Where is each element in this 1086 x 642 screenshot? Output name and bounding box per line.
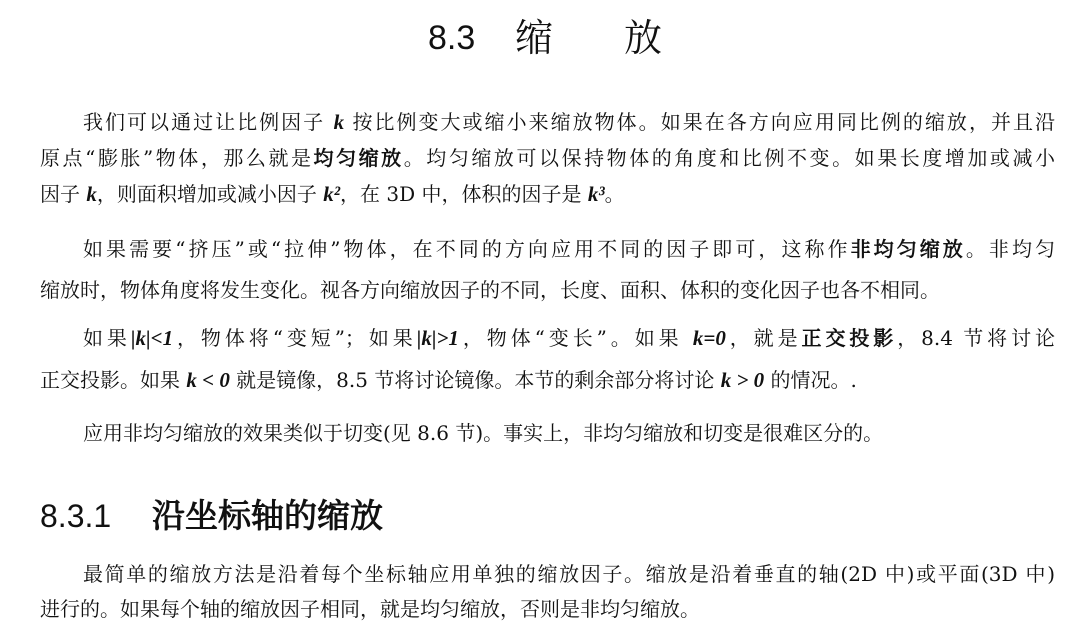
text-run: ，物体“变长”。如果 (458, 326, 693, 350)
text-run: 。 (604, 182, 625, 206)
text-run: 正交投影。如果 (40, 368, 187, 392)
subsection-number: 8.3.1 (40, 498, 112, 534)
math-symbol: k (86, 182, 97, 206)
math-symbol: |k|<1 (130, 326, 174, 350)
text-run: 我们可以通过让比例因子 (83, 110, 334, 134)
math-symbol: k³ (587, 182, 605, 206)
text-line (40, 270, 1055, 311)
text-run: 原点“膨胀”物体，那么就是 (40, 146, 314, 170)
text-line (40, 557, 1055, 592)
bold-term: 均匀缩放 (313, 146, 404, 170)
paragraph (40, 415, 1055, 451)
text-line (40, 140, 1055, 176)
math-symbol: k > 0 (720, 368, 765, 392)
math-symbol: k=0 (692, 326, 726, 350)
text-run: 最简单的缩放方法是沿着每个坐标轴应用单独的缩放因子。缩放是沿着垂直的轴(2D 中)或平面(3D 中) (83, 562, 1055, 586)
text-run: 如果 (83, 326, 131, 350)
text-run: 就是镜像，8.5 节将讨论镜像。本节的剩余部分将讨论 (229, 368, 721, 392)
text-line (40, 317, 1055, 359)
text-run: ，在 3D 中，体积的因子是 (340, 182, 588, 206)
paragraph (40, 317, 1055, 401)
subsection-title: 沿坐标轴的缩放 (152, 496, 383, 535)
text-line (40, 104, 1055, 140)
text-run: ，8.4 节将讨论 (897, 326, 1055, 350)
text-line (40, 176, 1055, 212)
text-run: 应用非均匀缩放的效果类似于切变(见 8.6 节)。事实上，非均匀缩放和切变是很难区分的。 (83, 421, 884, 445)
text-run: 按比例变大或缩小来缩放物体。如果在各方向应用同比例的缩放，并且沿 (344, 110, 1055, 134)
math-symbol: k (333, 110, 345, 134)
text-run: 如果需要“挤压”或“拉伸”物体，在不同的方向应用不同的因子即可，这称作 (83, 237, 851, 261)
text-line (40, 359, 1055, 401)
text-run: ，就是 (725, 326, 802, 350)
text-run: ，则面积增加或减小因子 (96, 182, 324, 206)
text-run: ，物体将“变短”；如果 (173, 326, 417, 350)
math-symbol: k² (323, 182, 341, 206)
text-line (40, 229, 1055, 270)
paragraph (40, 557, 1055, 627)
bold-term: 正交投影 (801, 326, 898, 350)
text-run: 。均匀缩放可以保持物体的角度和比例不变。如果长度增加或减小 (403, 146, 1055, 170)
text-line (40, 592, 1055, 627)
text-run: 缩放时，物体角度将发生变化。视各方向缩放因子的不同，长度、面积、体积的变化因子也各不相同。 (40, 278, 940, 302)
paragraph (40, 104, 1055, 212)
text-run: 。非均匀 (965, 237, 1055, 261)
math-symbol: k < 0 (186, 368, 230, 392)
text-run: 进行的。如果每个轴的缩放因子相同，就是均匀缩放，否则是非均匀缩放。 (40, 597, 700, 621)
section-title-char: 放 (624, 16, 663, 60)
bold-term: 非均匀缩放 (850, 237, 966, 261)
text-line (40, 415, 1055, 451)
paragraph (40, 229, 1055, 311)
text-run: 因子 (40, 182, 87, 206)
math-symbol: |k|>1 (416, 326, 459, 350)
section-title-char: 缩 (515, 16, 554, 60)
text-run: 的情况。. (764, 368, 857, 392)
section-number: 8.3 (428, 19, 476, 57)
